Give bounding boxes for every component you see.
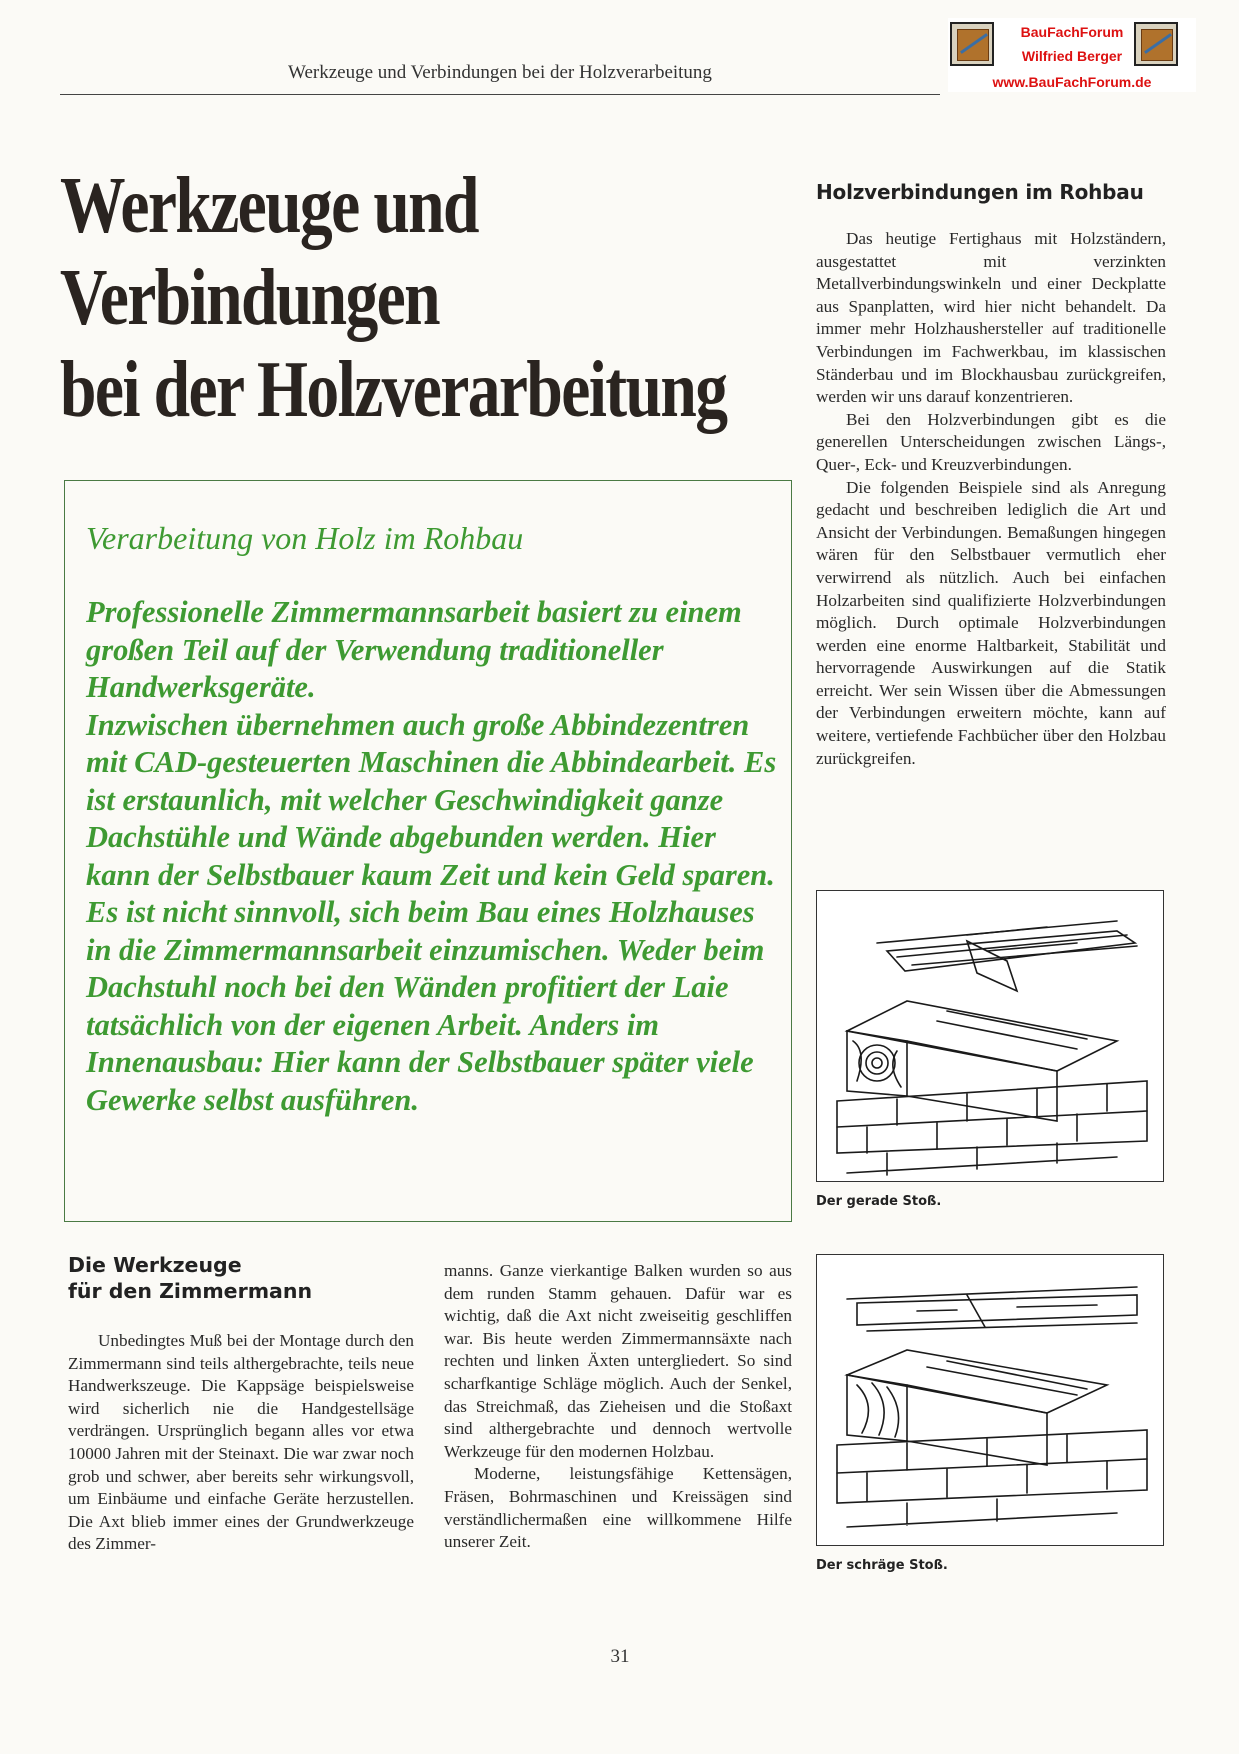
werkzeuge-text-col1: [68, 1330, 414, 1556]
logo-image-icon-left: [950, 22, 994, 66]
intro-paragraph: Professionelle Zimmermannsarbeit basiert zu einem großen Teil auf der Verwendung traditioneller Handwerksgeräte.: [86, 595, 742, 704]
page-title: [60, 160, 727, 436]
page-number: 31: [610, 1646, 630, 1667]
schraeger-stoss-illustration: [817, 1255, 1163, 1545]
body-paragraph: Die folgenden Beispiele sind als Anregung gedacht und beschreiben lediglich die Art und Ansicht der Verbindungen. Bemaßungen hingegen wären für den Selbstbauer vermutlich eher verwirrend als nützlich. Auch bei einfachen Holzarbeiten sind qualifizierte Holzverbindungen möglich. Durch optimale Holzverbindungen werden eine enorme Haltbarkeit, Stabilität und hervorragende Auswirkungen auf die Statik erreicht. Wer sein Wissen über die Abmessungen der Verbindungen erweitern möchte, kann auf weitere, vertiefende Fachbücher über den Holzbau zurückgreifen.: [816, 477, 1166, 768]
body-paragraph: manns. Ganze vierkantige Balken wurden so aus dem runden Stamm gehauen. Dafür war es wichtig, daß die Axt nicht zweiseitig geschliffen war. Bis heute werden Zimmermannsäxte nach rechten und linken Äxten untergliedert. So sind scharfkantige Schläge möglich. Auch der Senkel, das Streichmaß, das Zieheisen und die Stoßaxt sind althergebrachte und dennoch wertvolle Werkzeuge für den modernen Holzbau.: [444, 1261, 792, 1461]
title-line-2: Verbindungen: [60, 254, 439, 342]
body-paragraph: Das heutige Fertighaus mit Holzständern, ausgestattet mit verzinkten Metallverbindungswinkeln und einer Deckplatte aus Spanplatten, wird hier nicht behandelt. Da immer mehr Holzhaushersteller auf traditionelle Verbindungen im Fachwerkbau, im klassischen Ständerbau und im Blockhausbau zurückgreifen, werden wir uns darauf konzentrieren.: [816, 229, 1166, 407]
body-paragraph: Bei den Holzverbindungen gibt es die generellen Unterscheidungen zwischen Längs-, Quer-, Eck- und Kreuzverbindungen.: [816, 409, 1166, 474]
running-header: Werkzeuge und Verbindungen bei der Holzverarbeitung: [288, 62, 712, 83]
section-heading-holzverbindungen: Holzverbindungen im Rohbau: [816, 180, 1144, 204]
logo-url[interactable]: www.BauFachForum.de: [992, 74, 1152, 90]
title-line-1: Werkzeuge und: [60, 162, 478, 250]
figure-schraeger-stoss: [816, 1254, 1164, 1546]
holzverbindungen-text: [816, 228, 1166, 770]
heading-line-2: für den Zimmermann: [68, 1279, 313, 1303]
intro-paragraph: Es ist nicht sinnvoll, sich beim Bau eines Holzhauses in die Zimmermannsarbeit einzumischen. Weder beim Dachstuhl noch bei den Wänden profitiert der Laie tatsächlich von der eigenen Arbeit. Anders im Innenausbau: Hier kann der Selbstbauer später viele Gewerke selbst ausführen.: [86, 895, 765, 1117]
title-line-3: bei der Holzverarbeitung: [60, 346, 727, 434]
body-paragraph: Moderne, leistungsfähige Kettensägen, Fräsen, Bohrmaschinen und Kreissägen sind verständlichermaßen eine willkommene Hilfe unserer Zeit.: [444, 1464, 792, 1552]
section-heading-werkzeuge: [68, 1252, 398, 1304]
intro-subtitle: Verarbeitung von Holz im Rohbau: [86, 520, 524, 556]
logo-line2: Wilfried Berger: [1021, 48, 1123, 64]
figure-caption-gerader-stoss: Der gerade Stoß.: [816, 1194, 942, 1209]
werkzeuge-text-col2: [444, 1260, 792, 1554]
intro-text: [86, 594, 786, 1119]
logo-line1: BauFachForum: [1020, 24, 1124, 40]
logo-image-icon-right: [1134, 22, 1178, 66]
header-rule: [60, 94, 940, 95]
body-paragraph: Unbedingtes Muß bei der Montage durch den Zimmermann sind teils althergebrachte, teils neue Handwerkszeuge. Die Kappsäge beispielsweise wird sicherlich nie die Handgestellsäge verdrängen. Ursprünglich begann alles vor etwa 10000 Jahren mit der Steinaxt. Die war zwar noch grob und schwer, aber bereits sehr wirkungsvoll, um Einbäume und einfache Geräte herzustellen. Die Axt blieb immer eines der Grundwerkzeuge des Zimmer-: [68, 1331, 414, 1554]
figure-gerader-stoss: [816, 890, 1164, 1182]
baufachforum-logo[interactable]: [948, 18, 1196, 92]
intro-paragraph: Inzwischen übernehmen auch große Abbindezentren mit CAD-gesteuerten Maschinen die Abbindearbeit. Es ist erstaunlich, mit welcher Geschwindigkeit ganze Dachstühle und Wände abgebunden werden. Hier kann der Selbstbauer kaum Zeit und kein Geld sparen.: [86, 707, 777, 892]
gerader-stoss-illustration: [817, 891, 1163, 1181]
heading-line-1: Die Werkzeuge: [68, 1253, 242, 1277]
figure-caption-schraeger-stoss: Der schräge Stoß.: [816, 1558, 948, 1573]
